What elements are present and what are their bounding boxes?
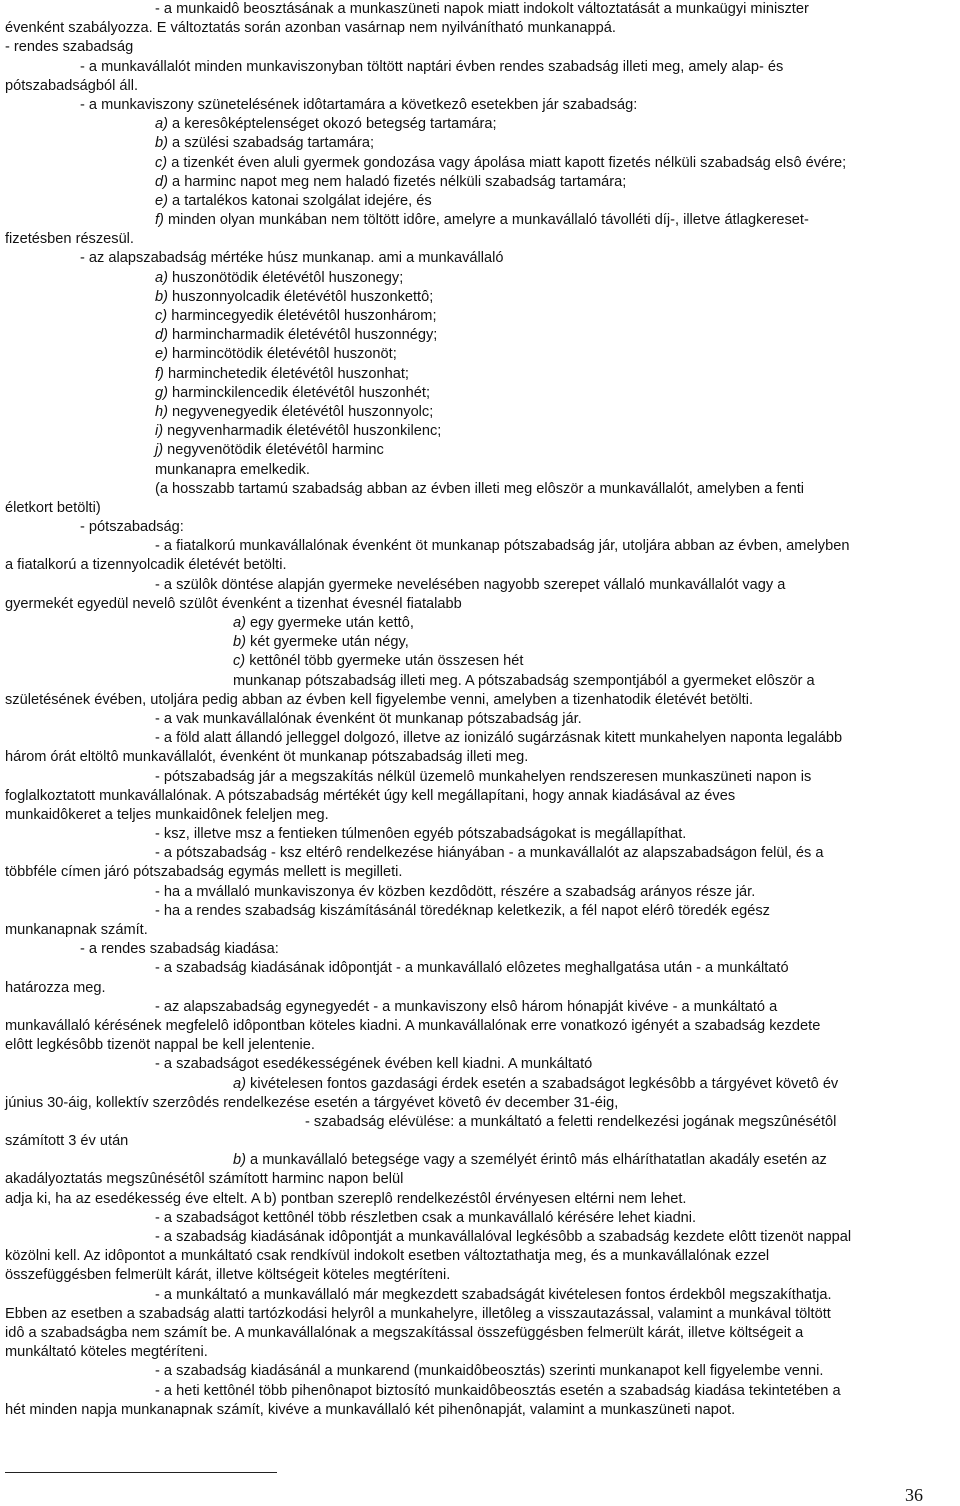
line-text: - a heti kettônél több pihenônapot biztosító munkaidôbeosztás esetén a szabadság kiadása tekintetében a — [155, 1382, 841, 1399]
line-text: évenként szabályozza. E változtatás során azonban vasárnap nem nyilvánítható munkanappá. — [5, 20, 616, 37]
list-marker: d) — [155, 173, 168, 190]
text-line — [5, 1209, 955, 1228]
text-line — [5, 461, 955, 480]
line-text: többféle címen járó pótszabadság egymás mellett is megilleti. — [5, 864, 403, 881]
line-text: akadályoztatás megszûnésétôl számított harminc napon belül — [5, 1171, 404, 1188]
document-body — [5, 0, 955, 1420]
list-marker: a) — [155, 269, 168, 286]
text-line — [5, 1343, 955, 1362]
list-marker: g) — [155, 384, 168, 401]
line-text: - a szabadságot esedékességének évében kell kiadni. A munkáltató — [155, 1056, 593, 1073]
line-text: - az alapszabadság egynegyedét - a munkaviszony elsô három hónapját kivéve - a munkáltató a — [155, 998, 778, 1015]
line-text: összefüggésben felmerült kárát, illetve költségeit köteles megtéríteni. — [5, 1267, 451, 1284]
line-text: a tizenkét éven aluli gyermek gondozása vagy ápolása miatt kapott fizetés nélküli szabadság elsô évére; — [167, 154, 847, 171]
line-text: harmincegyedik életévétôl huszonhárom; — [167, 308, 437, 324]
line-text: kivételesen fontos gazdasági érdek esetén a szabadságot legkésôbb a tárgyévet követô év — [245, 1075, 839, 1092]
text-line — [5, 691, 955, 710]
text-line — [5, 806, 955, 825]
text-line — [5, 77, 955, 96]
list-marker: f) — [155, 365, 164, 382]
list-marker: j) — [155, 442, 164, 459]
line-text: - a munkaidô beosztásának a munkaszüneti napok miatt indokolt változtatását a munkaügyi miniszter — [155, 1, 809, 17]
line-text: - a munkavállalót minden munkaviszonyban töltött naptári évben rendes szabadság illeti meg, amely alap- és — [80, 58, 784, 75]
line-text: foglalkoztatott munkavállalónak. A pótszabadság mértékét úgy kell megállapítani, hogy annak kiadásával az éves — [5, 787, 736, 804]
list-marker: d) — [155, 327, 168, 344]
line-text: gyermekét egyedül nevelô szülôt évenként a tizenhat évesnél fiatalabb — [5, 595, 462, 612]
text-line — [5, 345, 955, 364]
text-line — [5, 441, 955, 460]
list-marker: i) — [155, 423, 164, 440]
list-marker: c) — [155, 154, 168, 171]
list-marker: a) — [233, 1075, 246, 1092]
text-line — [5, 58, 955, 77]
text-line — [5, 422, 955, 441]
list-marker: c) — [155, 308, 168, 324]
text-line — [5, 1382, 955, 1401]
text-line — [5, 1362, 955, 1381]
line-text: - rendes szabadság — [5, 39, 134, 56]
text-line — [5, 0, 955, 19]
text-line — [5, 326, 955, 345]
text-line — [5, 211, 955, 230]
list-marker: b) — [155, 135, 168, 152]
line-text: negyvenharmadik életévétôl huszonkilenc; — [163, 423, 442, 440]
text-line — [5, 940, 955, 959]
line-text: határozza meg. — [5, 979, 106, 996]
line-text: munkaidôkeret a teljes munkaidônek feleljen meg. — [5, 806, 329, 823]
text-line — [5, 384, 955, 403]
line-text: a fiatalkorú a tizennyolcadik életévét betölti. — [5, 557, 287, 574]
line-text: harmincötödik életévétôl huszonöt; — [167, 346, 397, 363]
line-text: negyvenötödik életévétôl harminc — [163, 442, 384, 459]
line-text: - a föld alatt állandó jelleggel dolgozó, illetve az ionizáló sugárzásnak kitett munkahelyen naponta legalább — [155, 730, 843, 747]
line-text: - a fiatalkorú munkavállalónak évenként öt munkanap pótszabadság jár, utoljára abban az évben, amelyben — [155, 538, 850, 555]
text-line — [5, 115, 955, 134]
text-line — [5, 230, 955, 249]
text-line — [5, 365, 955, 384]
line-text: - a munkaviszony szünetelésének idôtartamára a következô esetekben jár szabadság: — [80, 96, 638, 113]
text-line — [5, 1266, 955, 1285]
text-line — [5, 192, 955, 211]
line-text: minden olyan munkában nem töltött idôre, amelyre a munkavállaló távolléti díj-, illetve átlagkereset- — [163, 212, 809, 229]
line-text: a tartalékos katonai szolgálat idejére, és — [167, 192, 432, 209]
text-line — [5, 96, 955, 115]
line-text: negyvenegyedik életévétôl huszonnyolc; — [167, 403, 434, 420]
list-marker: b) — [155, 288, 168, 305]
line-text: a keresôképtelenséget okozó betegség tartamára; — [167, 116, 497, 133]
line-text: munkanap pótszabadság illeti meg. A pótszabadság szempontjából a gyermeket elôször a — [233, 672, 815, 689]
text-line — [5, 38, 955, 57]
text-line — [5, 863, 955, 882]
line-text: (a hosszabb tartamú szabadság abban az évben illeti meg elôször a munkavállalót, amelyben a fenti — [155, 480, 804, 497]
text-line — [5, 652, 955, 671]
text-line — [5, 499, 955, 518]
line-text: adja ki, ha az esedékesség éve eltelt. A b) pontban szereplô rendelkezéstôl érvényesen eltérni nem lehet. — [5, 1190, 687, 1207]
text-line — [5, 748, 955, 767]
text-line — [5, 288, 955, 307]
text-line — [5, 1151, 955, 1170]
text-line — [5, 249, 955, 268]
line-text: a munkavállaló betegsége vagy a személyét érintô más elháríthatatlan akadály esetén az — [245, 1152, 827, 1169]
line-text: hét minden napja munkanapnak számít, kivéve a munkavállaló két pihenônapját, valamint a munkaszüneti napot. — [5, 1401, 736, 1418]
line-text: elôtt legkésôbb tizenöt nappal be kell jelentenie. — [5, 1037, 315, 1054]
text-line — [5, 1094, 955, 1113]
text-line — [5, 1228, 955, 1247]
line-text: - a pótszabadság - ksz eltérô rendelkezése hiányában - a munkavállalót az alapszabadságon felül, és a — [155, 845, 824, 862]
footnote-separator — [5, 1472, 277, 1473]
line-text: - ha a mvállaló munkaviszonya év közben kezdôdött, részére a szabadság arányos része jár. — [155, 883, 756, 900]
text-line — [5, 825, 955, 844]
text-line — [5, 403, 955, 422]
text-line — [5, 1401, 955, 1420]
line-text: - a rendes szabadság kiadása: — [80, 941, 279, 958]
line-text: június 30-áig, kollektív szerzôdés rendelkezése esetén a tárgyévet követô év december 31-éig, — [5, 1094, 619, 1111]
line-text: egy gyermeke után kettô, — [245, 615, 414, 631]
list-marker: h) — [155, 403, 168, 420]
line-text: huszonnyolcadik életévétôl huszonkettô; — [167, 288, 434, 305]
line-text: - pótszabadság jár a megszakítás nélkül üzemelô munkahelyen rendszeresen munkaszüneti napon is — [155, 768, 812, 785]
line-text: a szülési szabadság tartamára; — [167, 135, 375, 152]
line-text: munkanapnak számít. — [5, 922, 148, 938]
line-text: három órát eltöltô munkavállalót, évenként öt munkanap pótszabadság illeti meg. — [5, 749, 529, 766]
line-text: fizetésben részesül. — [5, 231, 134, 248]
line-text: munkavállaló kérésének megfelelô idôpontban köteles kiadni. A munkavállalónak erre vonatkozó igényét a szabadság kezdete — [5, 1017, 821, 1034]
list-marker: c) — [233, 653, 246, 670]
text-line — [5, 710, 955, 729]
line-text: - ksz, illetve msz a fentieken túlmenôen egyéb pótszabadságokat is megállapíthat. — [155, 826, 687, 843]
text-line — [5, 134, 955, 153]
line-text: - a szabadságot kettônél több részletben csak a munkavállaló kérésére lehet kiadni. — [155, 1209, 697, 1226]
line-text: harminchetedik életévétôl huszonhat; — [163, 365, 409, 382]
list-marker: e) — [155, 192, 168, 209]
list-marker: a) — [155, 116, 168, 133]
line-text: - a szabadság kiadásának idôpontját a munkavállalóval legkésôbb a szabadság kezdete elôtt tizenöt nappal — [155, 1229, 852, 1245]
text-line — [5, 672, 955, 691]
text-line — [5, 1017, 955, 1036]
line-text: a harminc napot meg nem haladó fizetés nélküli szabadság tartamára; — [167, 173, 627, 190]
text-line — [5, 729, 955, 748]
text-line — [5, 537, 955, 556]
line-text: két gyermeke után négy, — [245, 634, 409, 651]
line-text: pótszabadságból áll. — [5, 77, 139, 94]
line-text: - szabadság elévülése: a munkáltató a feletti rendelkezési jogának megszûnésétôl — [305, 1113, 837, 1130]
text-line — [5, 19, 955, 38]
text-line — [5, 1247, 955, 1266]
line-text: - a szabadság kiadásának idôpontját - a munkavállaló elôzetes meghallgatása után - a munkáltató — [155, 960, 789, 977]
text-line — [5, 979, 955, 998]
text-line — [5, 1324, 955, 1343]
list-marker: b) — [233, 634, 246, 651]
list-marker: b) — [233, 1152, 246, 1169]
text-line — [5, 787, 955, 806]
line-text: közölni kell. Az idôpontot a munkáltató csak rendkívül indokolt esetben változtathatja meg, és a munkavállalónak ezzel — [5, 1248, 770, 1265]
line-text: életkort betölti) — [5, 499, 101, 516]
line-text: - pótszabadság: — [80, 519, 184, 536]
line-text: számított 3 év után — [5, 1133, 129, 1150]
line-text: - ha a rendes szabadság kiszámításánál töredéknap keletkezik, a fél napot elérô töredék egész — [155, 902, 770, 919]
text-line — [5, 1036, 955, 1055]
text-line — [5, 1132, 955, 1151]
text-line — [5, 1075, 955, 1094]
text-line — [5, 614, 955, 633]
text-line — [5, 959, 955, 978]
text-line — [5, 1055, 955, 1074]
line-text: - a szülôk döntése alapján gyermeke nevelésében nagyobb szerepet vállaló munkavállalót vagy a — [155, 576, 786, 593]
text-line — [5, 307, 955, 326]
list-marker: e) — [155, 346, 168, 363]
text-line — [5, 154, 955, 173]
line-text: harmincharmadik életévétôl huszonnégy; — [167, 327, 438, 344]
list-marker: a) — [233, 615, 246, 631]
text-line — [5, 902, 955, 921]
line-text: Ebben az esetben a szabadság alatti tartózkodási helyrôl a munkahelyre, illetôleg a visszautazással, valamint a munkával töltött — [5, 1305, 831, 1322]
text-line — [5, 173, 955, 192]
text-line — [5, 1190, 955, 1209]
line-text: munkáltató köteles megtéríteni. — [5, 1344, 208, 1361]
text-line — [5, 1305, 955, 1324]
line-text: munkanapra emelkedik. — [155, 461, 310, 478]
list-marker: f) — [155, 212, 164, 229]
line-text: - a vak munkavállalónak évenként öt munkanap pótszabadság jár. — [155, 710, 582, 727]
line-text: kettônél több gyermeke után összesen hét — [245, 653, 524, 670]
text-line — [5, 633, 955, 652]
text-line — [5, 998, 955, 1017]
line-text: harminckilencedik életévétôl huszonhét; — [167, 384, 431, 401]
text-line — [5, 768, 955, 787]
text-line — [5, 556, 955, 575]
text-line — [5, 269, 955, 288]
text-line — [5, 844, 955, 863]
text-line — [5, 883, 955, 902]
line-text: - a szabadság kiadásánál a munkarend (munkaidôbeosztás) szerinti munkanapot kell figyelembe venni. — [155, 1363, 824, 1380]
text-line — [5, 576, 955, 595]
page-number: 36 — [905, 1485, 923, 1505]
text-line — [5, 1113, 955, 1132]
line-text: idô a szabadságba nem számít be. A munkavállalónak a megszakítással összefüggésben felmerült kárát, illetve költségeit a — [5, 1324, 804, 1341]
text-line — [5, 595, 955, 614]
text-line — [5, 1170, 955, 1189]
text-line — [5, 518, 955, 537]
line-text: huszonötödik életévétôl huszonegy; — [167, 269, 404, 286]
line-text: - a munkáltató a munkavállaló már megkezdett szabadságát kivételesen fontos érdekbôl megszakíthatja. — [155, 1286, 832, 1303]
line-text: - az alapszabadság mértéke húsz munkanap. ami a munkavállaló — [80, 250, 504, 267]
text-line — [5, 921, 955, 940]
text-line — [5, 480, 955, 499]
text-line — [5, 1286, 955, 1305]
line-text: születésének évében, utoljára pedig abban az évben kell figyelembe venni, amelyben a tizenhatodik életévét betölti. — [5, 691, 754, 708]
